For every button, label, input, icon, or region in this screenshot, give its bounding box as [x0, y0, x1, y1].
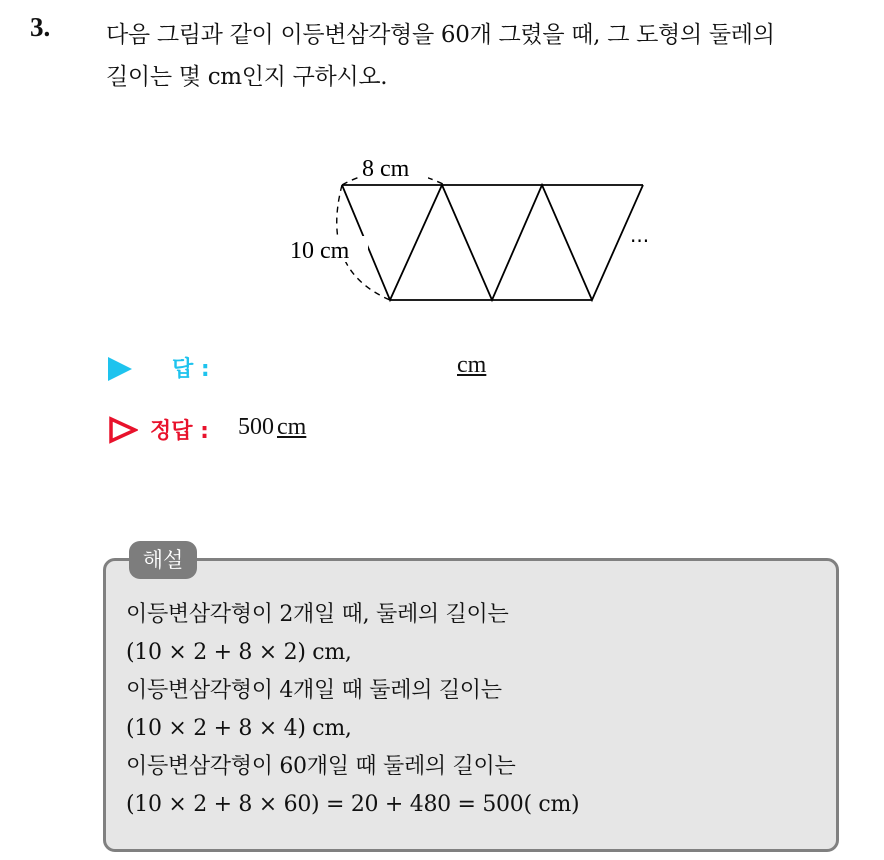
play-arrow-icon: [108, 357, 132, 381]
explanation-line: (10 × 2 + 8 × 60) = 20 + 480 = 500( cm): [126, 792, 580, 817]
answer-row: [108, 352, 528, 384]
explanation-line: (10 × 2 + 8 × 2) cm,: [126, 640, 352, 665]
figure-zigzag: [342, 185, 643, 300]
answer-label: 답 :: [172, 357, 210, 382]
answer-unit: cm: [457, 352, 487, 378]
explanation-tab: 해설: [129, 541, 197, 579]
triangle-figure: [270, 140, 690, 320]
explanation-line: 이등변삼각형이 60개일 때 둘레의 길이는: [126, 754, 516, 779]
explanation-text: [126, 596, 826, 824]
top-length-label: 8 cm: [362, 156, 410, 182]
explanation-line: 이등변삼각형이 2개일 때, 둘레의 길이는: [126, 602, 509, 627]
explanation-line: (10 × 2 + 8 × 4) cm,: [126, 716, 352, 741]
correct-answer-label: 정답 :: [150, 419, 209, 444]
outline-arrow-icon: [108, 416, 138, 444]
ellipsis-label: ···: [630, 229, 650, 253]
correct-answer-unit: cm: [277, 414, 307, 440]
question-line-2: 길이는 몇 cm인지 구하시오.: [106, 64, 388, 90]
question-text: [106, 14, 876, 98]
explanation-line: 이등변삼각형이 4개일 때 둘레의 길이는: [126, 678, 502, 703]
question-number: 3.: [30, 12, 51, 42]
correct-answer-row: [108, 414, 528, 448]
question-line-1: 다음 그림과 같이 이등변삼각형을 60개 그렸을 때, 그 도형의 둘레의: [106, 22, 775, 48]
side-length-label: 10 cm: [290, 238, 350, 264]
correct-answer-value: 500: [238, 414, 274, 440]
